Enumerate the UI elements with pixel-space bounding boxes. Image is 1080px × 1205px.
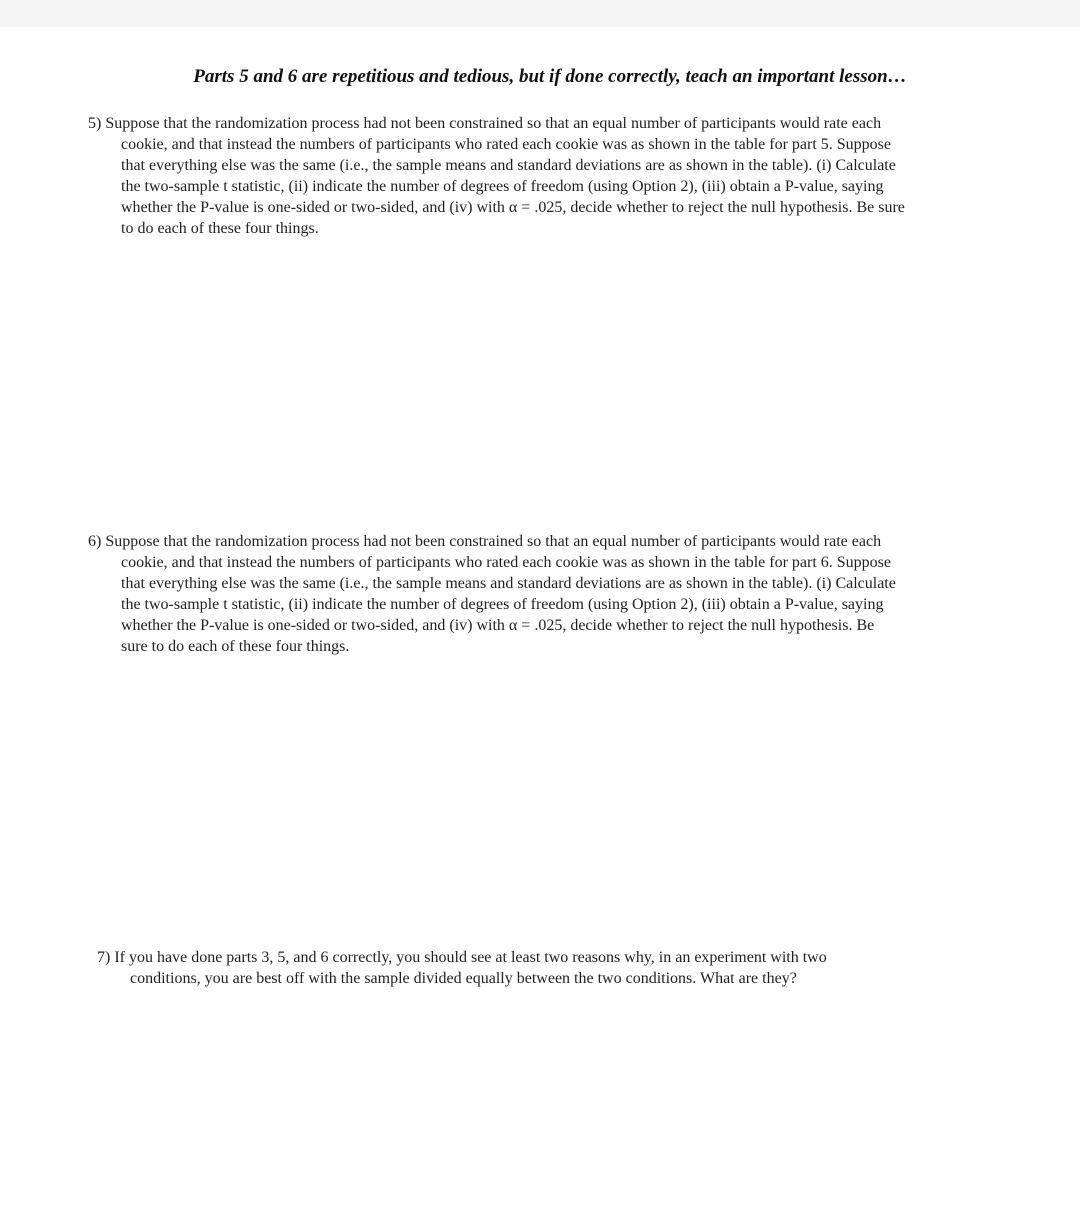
question-6-line: 6) Suppose that the randomization process had not been constrained so that an equal number of participants would rate each — [88, 533, 882, 550]
question-5-line: the two-sample t statistic, (ii) indicate the number of degrees of freedom (using Option 2), (iii) obtain a P-value, saying — [121, 178, 884, 195]
question-5 — [88, 113, 905, 239]
question-6 — [88, 531, 896, 657]
question-6-line: whether the P-value is one-sided or two-sided, and (iv) with α = .025, decide whether to reject the null hypothesis. Be — [121, 617, 875, 634]
question-7-line: 7) If you have done parts 3, 5, and 6 correctly, you should see at least two reasons why, in an experiment with two — [97, 949, 827, 966]
question-5-line: 5) Suppose that the randomization process had not been constrained so that an equal number of participants would rate each — [88, 115, 882, 132]
document-page — [0, 27, 1080, 1205]
question-6-line: cookie, and that instead the numbers of participants who rated each cookie was as shown in the table for part 6. Suppose — [121, 554, 891, 571]
question-6-line: the two-sample t statistic, (ii) indicate the number of degrees of freedom (using Option 2), (iii) obtain a P-value, saying — [121, 596, 884, 613]
question-5-line: to do each of these four things. — [121, 220, 319, 237]
question-5-line: cookie, and that instead the numbers of participants who rated each cookie was as shown in the table for part 5. Suppose — [121, 136, 891, 153]
question-5-line: that everything else was the same (i.e., the sample means and standard deviations are as shown in the table). (i) Calculate — [121, 157, 896, 174]
question-7 — [97, 947, 827, 989]
document-heading: Parts 5 and 6 are repetitious and tedious, but if done correctly, teach an important lesson… — [193, 66, 907, 87]
question-6-line: that everything else was the same (i.e., the sample means and standard deviations are as shown in the table). (i) Calculate — [121, 575, 896, 592]
viewer-top-bar — [0, 0, 1080, 27]
question-5-line: whether the P-value is one-sided or two-sided, and (iv) with α = .025, decide whether to reject the null hypothesis. Be sure — [121, 199, 905, 216]
question-6-line: sure to do each of these four things. — [121, 638, 350, 655]
question-7-line: conditions, you are best off with the sample divided equally between the two conditions. What are they? — [130, 970, 797, 987]
